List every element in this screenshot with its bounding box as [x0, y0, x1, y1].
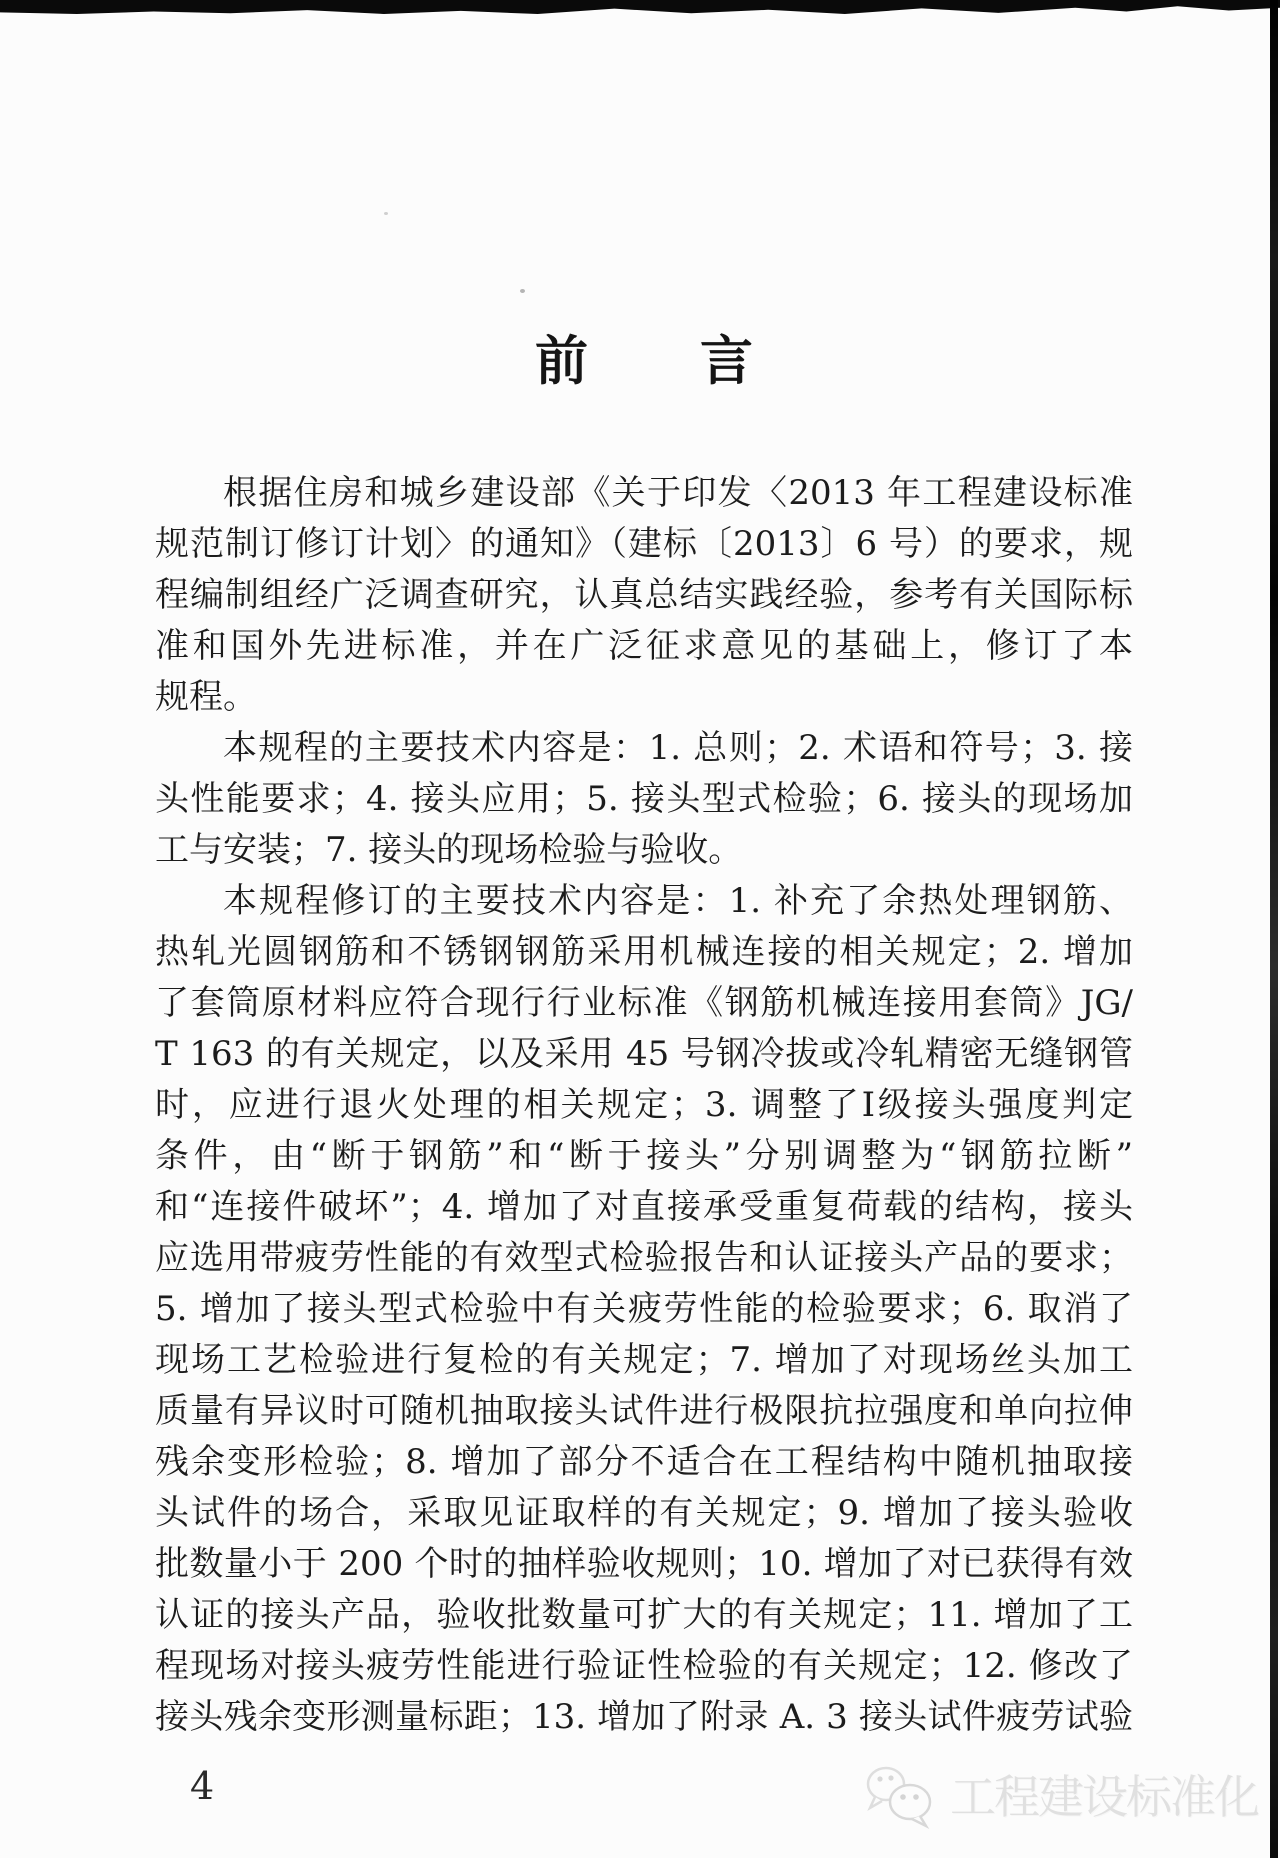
text-line: 准和国外先进标准，并在广泛征求意见的基础上，修订了本 [155, 626, 1133, 666]
title-char: 言 [700, 330, 753, 392]
watermark [858, 1758, 1258, 1836]
page-title [155, 330, 1133, 392]
text-line: 规范制订修订计划〉的通知》（建标〔2013〕6 号）的要求，规 [155, 524, 1133, 564]
scan-speck [520, 289, 525, 293]
text-line: 头试件的场合，采取见证取样的有关规定；9. 增加了接头验收 [155, 1493, 1133, 1533]
text-line: 根据住房和城乡建设部《关于印发〈2013 年工程建设标准 [223, 473, 1133, 513]
wechat-logo-icon [858, 1761, 944, 1833]
text-line: 程现场对接头疲劳性能进行验证性检验的有关规定；12. 修改了 [155, 1646, 1133, 1686]
scan-speck [384, 212, 388, 215]
text-line: 工与安装；7. 接头的现场检验与验收。 [155, 830, 743, 870]
scan-artifact-right-edge [1270, 0, 1278, 1858]
scan-artifact-top-bar [0, 0, 1280, 14]
text-line: 本规程修订的主要技术内容是：1. 补充了余热处理钢筋、 [223, 881, 1133, 921]
text-line: 应选用带疲劳性能的有效型式检验报告和认证接头产品的要求； [155, 1238, 1133, 1278]
text-line: 现场工艺检验进行复检的有关规定；7. 增加了对现场丝头加工 [155, 1340, 1133, 1380]
text-line: 条件，由“断于钢筋”和“断于接头”分别调整为“钢筋拉断” [155, 1136, 1133, 1176]
text-line: T 163 的有关规定，以及采用 45 号钢冷拔或冷轧精密无缝钢管 [155, 1034, 1133, 1074]
page-number: 4 [190, 1764, 215, 1808]
text-line: 程编制组经广泛调查研究，认真总结实践经验，参考有关国际标 [155, 575, 1133, 615]
text-line: 时，应进行退火处理的相关规定；3. 调整了Ⅰ级接头强度判定 [155, 1085, 1133, 1125]
text-line: 了套筒原材料应符合现行行业标准《钢筋机械连接用套筒》JG/ [155, 983, 1133, 1023]
text-line: 接头残余变形测量标距；13. 增加了附录 A. 3 接头试件疲劳试验 [155, 1697, 1133, 1737]
text-line: 规程。 [155, 677, 257, 717]
text-line: 本规程的主要技术内容是：1. 总则；2. 术语和符号；3. 接 [223, 728, 1133, 768]
title-char: 前 [535, 330, 588, 392]
text-line: 5. 增加了接头型式检验中有关疲劳性能的检验要求；6. 取消了 [155, 1289, 1133, 1329]
watermark-text: 工程建设标准化 [950, 1770, 1258, 1824]
body-text [155, 468, 1133, 1743]
text-line: 认证的接头产品，验收批数量可扩大的有关规定；11. 增加了工 [155, 1595, 1133, 1635]
text-line: 和“连接件破坏”；4. 增加了对直接承受重复荷载的结构，接头 [155, 1187, 1133, 1227]
text-line: 残余变形检验；8. 增加了部分不适合在工程结构中随机抽取接 [155, 1442, 1133, 1482]
text-line: 质量有异议时可随机抽取接头试件进行极限抗拉强度和单向拉伸 [155, 1391, 1133, 1431]
text-line: 头性能要求；4. 接头应用；5. 接头型式检验；6. 接头的现场加 [155, 779, 1133, 819]
text-line: 热轧光圆钢筋和不锈钢钢筋采用机械连接的相关规定；2. 增加 [155, 932, 1133, 972]
text-line: 批数量小于 200 个时的抽样验收规则；10. 增加了对已获得有效 [155, 1544, 1133, 1584]
